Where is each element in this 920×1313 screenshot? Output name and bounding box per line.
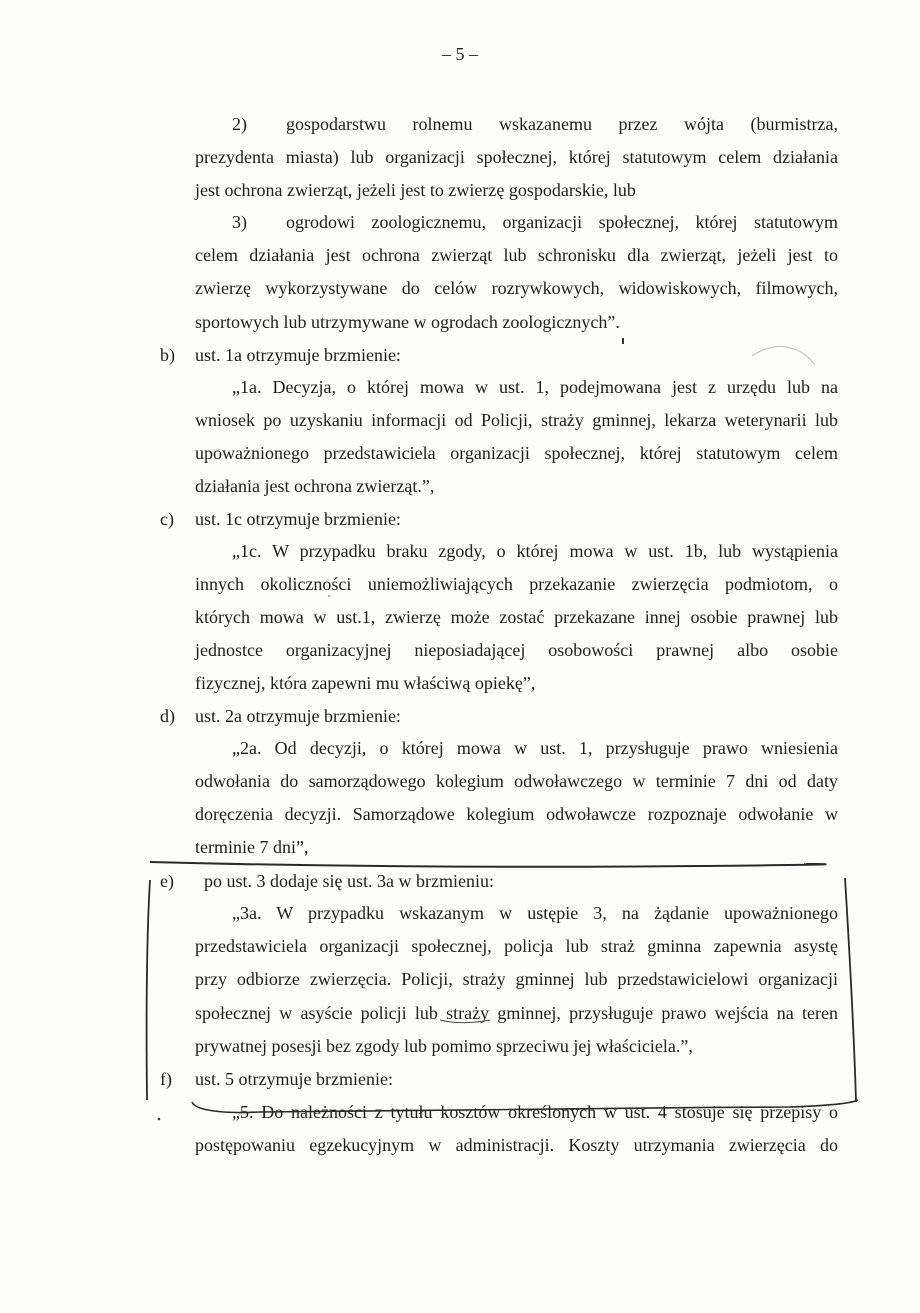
- quoted-line: działania jest ochrona zwierząt.”,: [195, 476, 435, 496]
- letter-label: f): [160, 1069, 172, 1089]
- letter-label: b): [160, 345, 175, 365]
- quoted-line: „5. Do należności z tytułu kosztów określonych w ust. 4 stosuje się przepisy o: [232, 1102, 838, 1122]
- quoted-line: przy odbiorze zwierzęcia. Policji, straży gminnej lub przedstawicielowi organizacji: [195, 969, 838, 989]
- pencil-curve: [752, 346, 815, 365]
- item-number: 2): [232, 114, 247, 134]
- quoted-line: innych okoliczności uniemożliwiających przekazanie zwierzęcia podmiotom, o: [195, 574, 838, 594]
- quoted-line: „1a. Decyzja, o której mowa w ust. 1, podejmowana jest z urzędu lub na: [232, 377, 838, 397]
- text-line: ogrodowi zoologicznemu, organizacji społecznej, której statutowym: [286, 212, 838, 232]
- text-line: prezydenta miasta) lub organizacji społecznej, której statutowym celem działania: [195, 147, 838, 167]
- item-number: 3): [232, 212, 247, 232]
- text-line: sportowych lub utrzymywane w ogrodach zoologicznych”.: [195, 312, 620, 332]
- quoted-line: terminie 7 dni”,: [195, 837, 309, 857]
- quoted-line: „1c. W przypadku braku zgody, o której mowa w ust. 1b, lub wystąpienia: [232, 541, 838, 561]
- pen-bracket-left: [147, 880, 150, 1100]
- amendment-intro: ust. 1a otrzymuje brzmienie:: [195, 345, 401, 365]
- page-number: – 5 –: [442, 44, 478, 64]
- quoted-line: przedstawiciela organizacji społecznej, policja lub straż gminna zapewnia asystę: [195, 936, 838, 956]
- amendment-intro: ust. 2a otrzymuje brzmienie:: [195, 706, 401, 726]
- quoted-line: których mowa w ust.1, zwierzę może zostać przekazane innej osobie prawnej lub: [195, 607, 838, 627]
- amendment-intro: po ust. 3 dodaje się ust. 3a w brzmieniu:: [204, 871, 494, 891]
- ink-speck: [158, 1118, 161, 1121]
- ink-speck: [328, 595, 330, 597]
- quoted-line: doręczenia decyzji. Samorządowe kolegium odwoławcze rozpoznaje odwołanie w: [195, 804, 838, 824]
- ink-speck: [622, 338, 624, 344]
- pen-underline: [440, 1020, 490, 1023]
- text-line: zwierzę wykorzystywane do celów rozrywkowych, widowiskowych, filmowych,: [195, 278, 838, 298]
- text-line: jest ochrona zwierząt, jeżeli jest to zwierzę gospodarskie, lub: [195, 180, 636, 200]
- quoted-line: prywatnej posesji bez zgody lub pomimo sprzeciwu jej właściciela.”,: [195, 1036, 693, 1056]
- quoted-line: upoważnionego przedstawiciela organizacji społecznej, której statutowym celem: [195, 443, 838, 463]
- quoted-line: wniosek po uzyskaniu informacji od Policji, straży gminnej, lekarza weterynarii lub: [195, 410, 838, 430]
- quoted-line: odwołania do samorządowego kolegium odwoławczego w terminie 7 dni od daty: [195, 771, 838, 791]
- text-line: gospodarstwu rolnemu wskazanemu przez wójta (burmistrza,: [286, 114, 838, 134]
- quoted-line: fizycznej, która zapewni mu właściwą opiekę”,: [195, 673, 536, 693]
- letter-label: e): [160, 871, 174, 891]
- amendment-intro: ust. 5 otrzymuje brzmienie:: [195, 1069, 393, 1089]
- text-line: celem działania jest ochrona zwierząt lub schronisku dla zwierząt, jeżeli jest to: [195, 245, 838, 265]
- letter-label: c): [160, 509, 174, 529]
- letter-label: d): [160, 706, 175, 726]
- pen-bracket-right: [845, 878, 856, 1102]
- quoted-line: postępowaniu egzekucyjnym w administracji. Koszty utrzymania zwierzęcia do: [195, 1135, 838, 1155]
- pen-line-top: [150, 862, 826, 867]
- amendment-intro: ust. 1c otrzymuje brzmienie:: [195, 509, 401, 529]
- quoted-line: społecznej w asyście policji lub straży gminnej, przysługuje prawo wejścia na teren: [195, 1003, 838, 1023]
- pen-line-bottom: [192, 1100, 858, 1113]
- quoted-line: „3a. W przypadku wskazanym w ustępie 3, na żądanie upoważnionego: [232, 903, 838, 923]
- quoted-line: jednostce organizacyjnej nieposiadającej osobowości prawnej albo osobie: [195, 640, 838, 660]
- quoted-line: „2a. Od decyzji, o której mowa w ust. 1, przysługuje prawo wniesienia: [232, 738, 838, 758]
